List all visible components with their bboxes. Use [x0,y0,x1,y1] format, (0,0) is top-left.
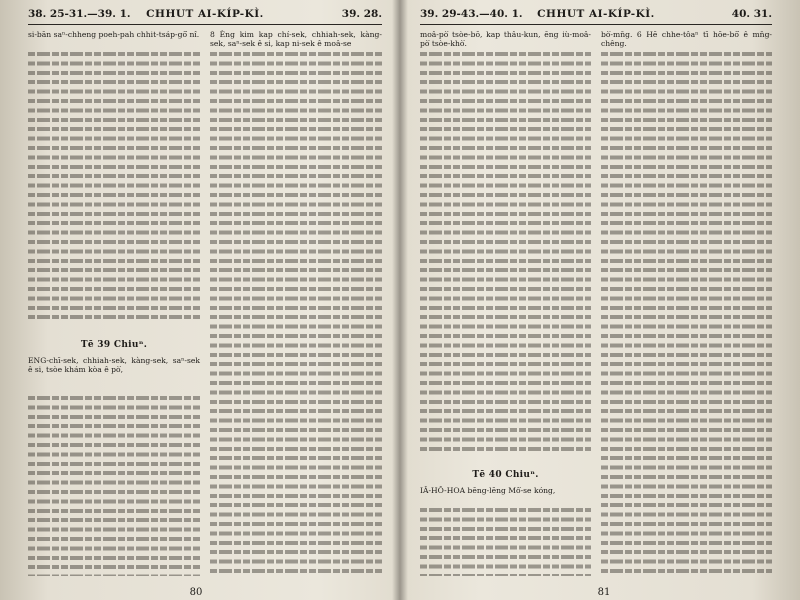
left-col1-text-block [28,52,200,320]
left-column-1 [28,30,200,578]
chapter-40-opening: IÂ-HÔ-HOA bēng-lēng Mô͘-se kóng, [420,486,556,495]
left-col1-chapter-text [28,396,200,576]
chapter-39-opening: ENG-chī-sek, chhiah-sek, kàng-sek, saⁿ-sek ê si, tsòe khám kòa ê pò͘, [28,356,200,375]
right-column-2 [601,30,772,578]
verse-range-right-edge: 39. 28. [341,8,382,20]
right-col2-opening-text: bò͘-mn̄g. 6 Hē chhe-tôaⁿ tī hōe-bō͘ ê mn̄g-chêng. [601,30,772,49]
verse-range-right: 40. 31. [731,8,772,20]
right-col1-chapter-text [420,508,591,576]
verse-range-left: 38. 25-31.—39. 1. [28,8,131,20]
page-number-right: 81 [597,587,611,598]
right-col1-opening-text: moâ-pò͘ tsòe-bō, kap thâu-kun, ēng iù-moâ-pò͘ tsòe-khò͘. [420,30,591,49]
left-page-columns [28,30,382,578]
chapter-heading-40: Tē 40 Chiuⁿ. [472,470,539,480]
right-col1-text-block [420,52,591,452]
book-title-right: CHHUT AI-KÍP-KÌ. [537,8,655,20]
running-head-right [420,6,772,25]
verse-range-left-edge: 39. 29-43.—40. 1. [420,8,523,20]
left-col2-opening-text: 8 Èng kim kap chí-sek, chhiah-sek, kàng-sek, saⁿ-sek ê si, kap ni-sek ê moâ-se [210,30,382,49]
book-title-left: CHHUT AI-KÍP-KÌ. [146,8,264,20]
right-page-columns [420,30,772,578]
page-number-left: 80 [189,587,203,598]
chapter-heading-39: Tē 39 Chiuⁿ. [80,340,148,350]
running-head-left [28,6,382,25]
left-column-2 [210,30,382,578]
right-column-1 [420,30,591,578]
right-page [408,0,800,600]
left-col1-opening-text: si-bān saⁿ-chheng poeh-pah chhit-tsáp-gō͘ nî. [28,30,200,39]
left-page [0,0,392,600]
